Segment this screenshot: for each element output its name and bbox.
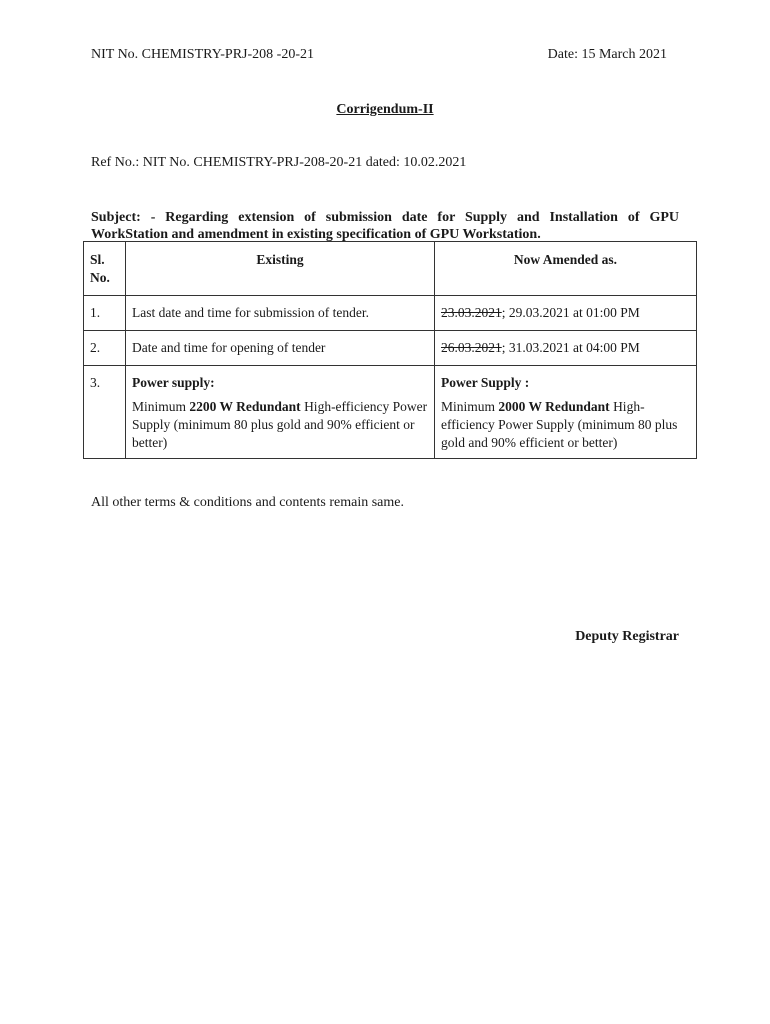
existing-heading: Power supply: bbox=[132, 375, 215, 390]
header-existing: Existing bbox=[126, 242, 435, 296]
spec-text: Minimum bbox=[441, 399, 499, 414]
table-row bbox=[84, 331, 697, 366]
existing-spec bbox=[132, 398, 428, 452]
document-date: Date: 15 March 2021 bbox=[547, 47, 667, 62]
header-sl-no: Sl. No. bbox=[84, 242, 126, 296]
row-sl: 2. bbox=[84, 331, 126, 366]
closing-note: All other terms & conditions and contents remain same. bbox=[91, 495, 404, 510]
row-sl: 1. bbox=[84, 296, 126, 331]
new-date: ; 31.03.2021 at 04:00 PM bbox=[501, 340, 640, 355]
header-amended: Now Amended as. bbox=[435, 242, 697, 296]
row-existing bbox=[126, 366, 435, 459]
spec-text: Minimum bbox=[132, 399, 190, 414]
row-amended bbox=[435, 296, 697, 331]
amendment-table bbox=[83, 241, 697, 459]
document-title: Corrigendum-II bbox=[336, 102, 434, 117]
spec-bold: 2000 W Redundant bbox=[498, 399, 610, 414]
struck-old-date: 26.03.2021 bbox=[441, 340, 502, 355]
row-sl: 3. bbox=[84, 366, 126, 459]
row-amended bbox=[435, 366, 697, 459]
table-row bbox=[84, 366, 697, 459]
row-amended bbox=[435, 331, 697, 366]
amended-spec bbox=[441, 398, 690, 452]
signatory: Deputy Registrar bbox=[575, 629, 679, 644]
table-header-row bbox=[84, 242, 697, 296]
spec-text: High-efficiency Power Supply (minimum 80 plus gold and 90% efficient or better) bbox=[132, 399, 428, 450]
spec-text: High-efficiency Power Supply (minimum 80 plus gold and 90% efficient or better) bbox=[441, 399, 678, 450]
table-row bbox=[84, 296, 697, 331]
subject-line: Subject: - Regarding extension of submission date for Supply and Installation of GPU WorkStation and amendment in existing specification of GPU Workstation. bbox=[91, 210, 679, 242]
reference-line: Ref No.: NIT No. CHEMISTRY-PRJ-208-20-21 dated: 10.02.2021 bbox=[91, 155, 467, 170]
row-existing: Last date and time for submission of tender. bbox=[126, 296, 435, 331]
nit-number: NIT No. CHEMISTRY-PRJ-208 -20-21 bbox=[91, 47, 314, 62]
new-date: ; 29.03.2021 at 01:00 PM bbox=[501, 305, 640, 320]
amended-heading: Power Supply : bbox=[441, 375, 530, 390]
struck-old-date: 23.03.2021 bbox=[441, 305, 502, 320]
row-existing: Date and time for opening of tender bbox=[126, 331, 435, 366]
spec-bold: 2200 W Redundant bbox=[189, 399, 301, 414]
